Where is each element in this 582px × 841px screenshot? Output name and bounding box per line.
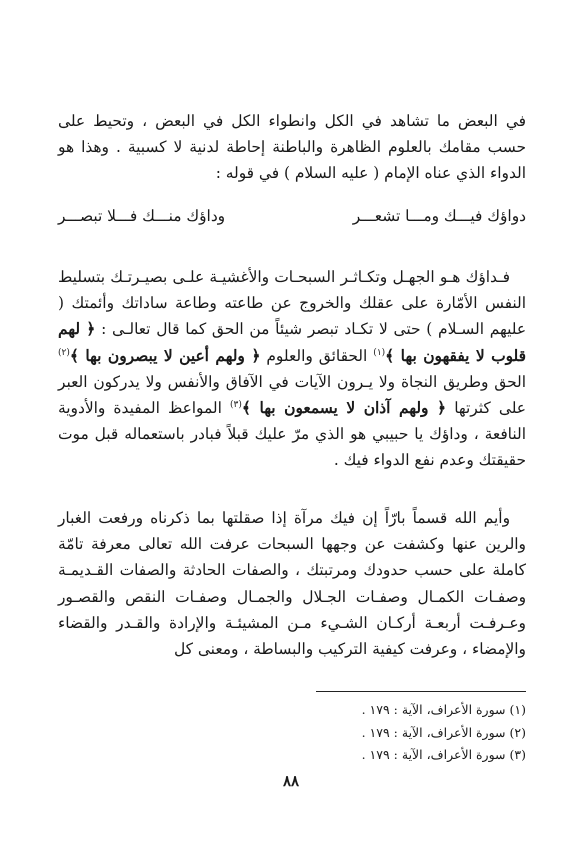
footnote-ref-1[interactable]: (١)	[373, 347, 386, 358]
paragraph-3	[58, 505, 526, 662]
footnote-1: (١) سورة الأعراف، الآية : ١٧٩ .	[361, 702, 526, 717]
paragraph-3-text	[58, 505, 526, 662]
footnote-3: (٣) سورة الأعراف، الآية : ١٧٩ .	[361, 747, 526, 762]
verse-second-hemistich: وداؤك منـــك فـــلا تبصـــر	[58, 207, 226, 225]
poetry-verse	[58, 203, 526, 229]
paragraph-1	[58, 108, 526, 187]
page-number: ٨٨	[282, 772, 300, 790]
paragraph-2-text	[58, 264, 526, 474]
quran-quote-3: ﴿ ولهم آذان لا يسمعون بها ﴾	[241, 399, 447, 418]
footnotes	[300, 699, 526, 767]
quran-quote-2: ﴿ ولهم أعين لا يبصرون بها ﴾	[69, 346, 261, 365]
footnote-ref-2[interactable]: (٢)	[58, 347, 70, 358]
paragraph-2-segment-2: الحقائق والعلوم	[266, 346, 368, 365]
footnote-2: (٢) سورة الأعراف، الآية : ١٧٩ .	[361, 724, 526, 740]
paragraph-2	[58, 264, 526, 474]
paragraph-2-segment-3: الحق وطريق النجاة ولا يـرون الآيات في الآفاق والأنفس ولا يدركون العبر على كثرتها	[58, 372, 526, 418]
quran-quote-1: ﴿ لهم قلوب لا يفقهون بها ﴾	[58, 320, 527, 365]
footnote-ref-3[interactable]: (٣)	[230, 399, 242, 410]
paragraph-3-body: وأيم الله قسماً بارّاً إن فيك مرآة إذا صقلتها بما ذكرناه ورفعت الغبار والرين عنها وكشفت عن وجهها السبحات عرفت الله تعالى معرفة تامّة كاملة على حسب حدودك ومرتبتك ، والصفات الحادثة والصفات القـديمـة وصفـات الكمـال وصفـات الجـلال والجمـال وصفـات النقص والقصـور وعـرفـت أربعـة أركـان الشـيء مـن المشيئـة والإرادة والقـدر والقضاء والإمضاء ، وعرفت كيفية التركيب والبساطة ، ومعنى كل	[58, 509, 526, 659]
footnote-divider	[316, 691, 526, 692]
paragraph-2-segment-4: المواعظ المفيدة والأدوية النافعة ، وداؤك يا حبيبي هو الذي مرّ عليك قبلاً فبادر باستعماله قبل موت حقيقتك وعدم نفع الدواء فيك .	[58, 399, 526, 470]
verse-first-hemistich: دواؤك فيـــك ومـــا تشعـــر	[352, 207, 526, 225]
paragraph-2-segment-1: فـداؤك هـو الجهـل وتكـاثـر السبحـات والأغشيـة علـى بصيـرتـك بتسليط النفس الأمّارة على عقلك والخروج عن طاعته وطاعة ساداتك وأئمتك ( عليهم السـلام ) حتى لا تكـاد تبصر شيئاً من الحق كما قال تعالـى :	[58, 268, 526, 339]
paragraph-1-text: في البعض ما تشاهد في الكل وانطواء الكل في البعض ، وتحيط على حسب مقامك بالعلوم الظاهرة والباطنة إحاطة لدنية لا كسبية . وهذا هو الدواء الذي عناه الإمام ( عليه السلام ) في قوله :	[58, 112, 526, 183]
